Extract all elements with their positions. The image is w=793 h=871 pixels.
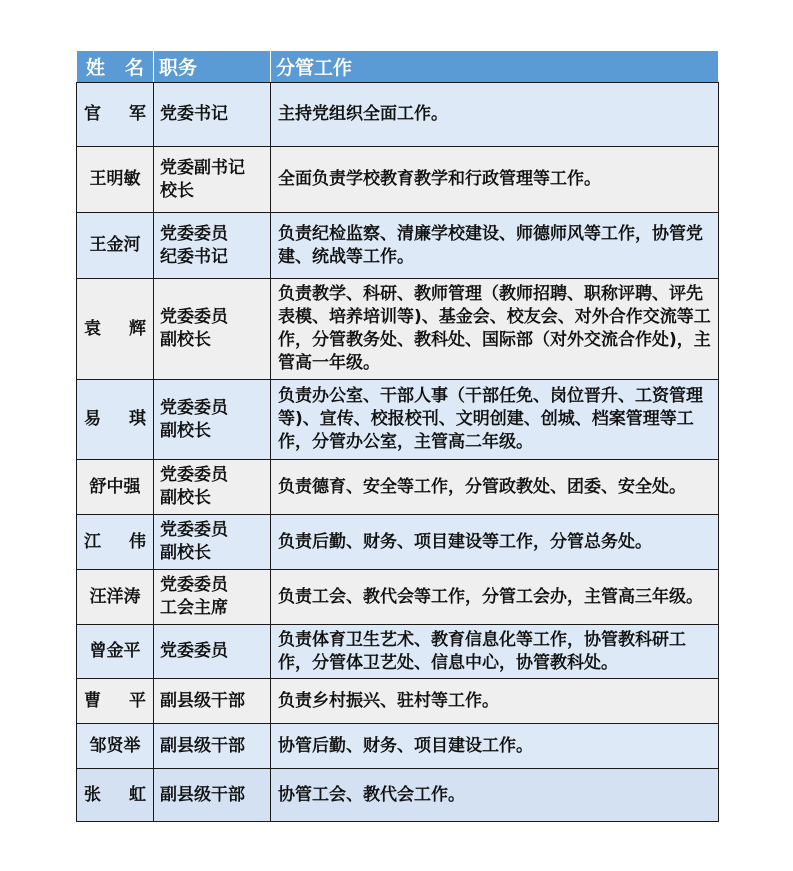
duty-cell: 负责乡村振兴、驻村等工作。 <box>271 679 719 724</box>
duty-cell: 协管工会、教代会工作。 <box>271 769 719 822</box>
duty-cell: 负责后勤、财务、项目建设等工作，分管总务处。 <box>271 515 719 570</box>
duty-cell: 负责教学、科研、教师管理（教师招聘、职称评聘、评先表模、培养培训等)、基金会、校友会、对外合作交流等工作，分管教务处、教科处、国际部（对外交流合作处)，主管高一年级。 <box>271 279 719 380</box>
name-cell: 曹 平 <box>77 679 154 724</box>
leadership-duties-table <box>76 50 719 822</box>
name-cell: 王金河 <box>77 213 154 279</box>
header-role: 职务 <box>154 51 271 83</box>
role-cell: 党委委员 副校长 <box>154 279 271 380</box>
role-cell: 党委书记 <box>154 83 271 147</box>
name-cell: 曾金平 <box>77 625 154 679</box>
table-row <box>77 83 719 147</box>
duty-cell: 负责工会、教代会等工作，分管工会办，主管高三年级。 <box>271 570 719 625</box>
table-row <box>77 625 719 679</box>
duty-cell: 协管后勤、财务、项目建设工作。 <box>271 724 719 769</box>
table-row <box>77 147 719 213</box>
duty-cell: 负责办公室、干部人事（干部任免、岗位晋升、工资管理等)、宣传、校报校刊、文明创建、创城、档案管理等工作，分管办公室，主管高二年级。 <box>271 380 719 460</box>
name-cell: 官 军 <box>77 83 154 147</box>
header-name: 姓 名 <box>77 51 154 83</box>
role-cell: 党委委员 工会主席 <box>154 570 271 625</box>
role-cell: 党委委员 副校长 <box>154 460 271 515</box>
name-cell: 张 虹 <box>77 769 154 822</box>
table-row <box>77 515 719 570</box>
role-cell: 党委委员 副校长 <box>154 380 271 460</box>
name-cell: 舒中强 <box>77 460 154 515</box>
table-row <box>77 279 719 380</box>
name-cell: 袁 辉 <box>77 279 154 380</box>
name-cell: 邹贤举 <box>77 724 154 769</box>
header-duty: 分管工作 <box>271 51 719 83</box>
role-cell: 党委委员 副校长 <box>154 515 271 570</box>
name-cell: 汪洋涛 <box>77 570 154 625</box>
role-cell: 党委委员 纪委书记 <box>154 213 271 279</box>
name-cell: 王明敏 <box>77 147 154 213</box>
name-cell: 江 伟 <box>77 515 154 570</box>
duty-cell: 负责德育、安全等工作，分管政教处、团委、安全处。 <box>271 460 719 515</box>
table-row <box>77 460 719 515</box>
table-row <box>77 213 719 279</box>
role-cell: 党委副书记 校长 <box>154 147 271 213</box>
table-row <box>77 769 719 822</box>
duty-cell: 负责纪检监察、清廉学校建设、师德师风等工作，协管党建、统战等工作。 <box>271 213 719 279</box>
table-row <box>77 724 719 769</box>
table-row <box>77 679 719 724</box>
role-cell: 副县级干部 <box>154 724 271 769</box>
role-cell: 党委委员 <box>154 625 271 679</box>
duty-cell: 主持党组织全面工作。 <box>271 83 719 147</box>
duty-cell: 负责体育卫生艺术、教育信息化等工作，协管教科研工作，分管体卫艺处、信息中心，协管教科处。 <box>271 625 719 679</box>
role-cell: 副县级干部 <box>154 679 271 724</box>
name-cell: 易 琪 <box>77 380 154 460</box>
table-row <box>77 380 719 460</box>
duty-cell: 全面负责学校教育教学和行政管理等工作。 <box>271 147 719 213</box>
role-cell: 副县级干部 <box>154 769 271 822</box>
header-row <box>77 51 719 83</box>
table-row <box>77 570 719 625</box>
